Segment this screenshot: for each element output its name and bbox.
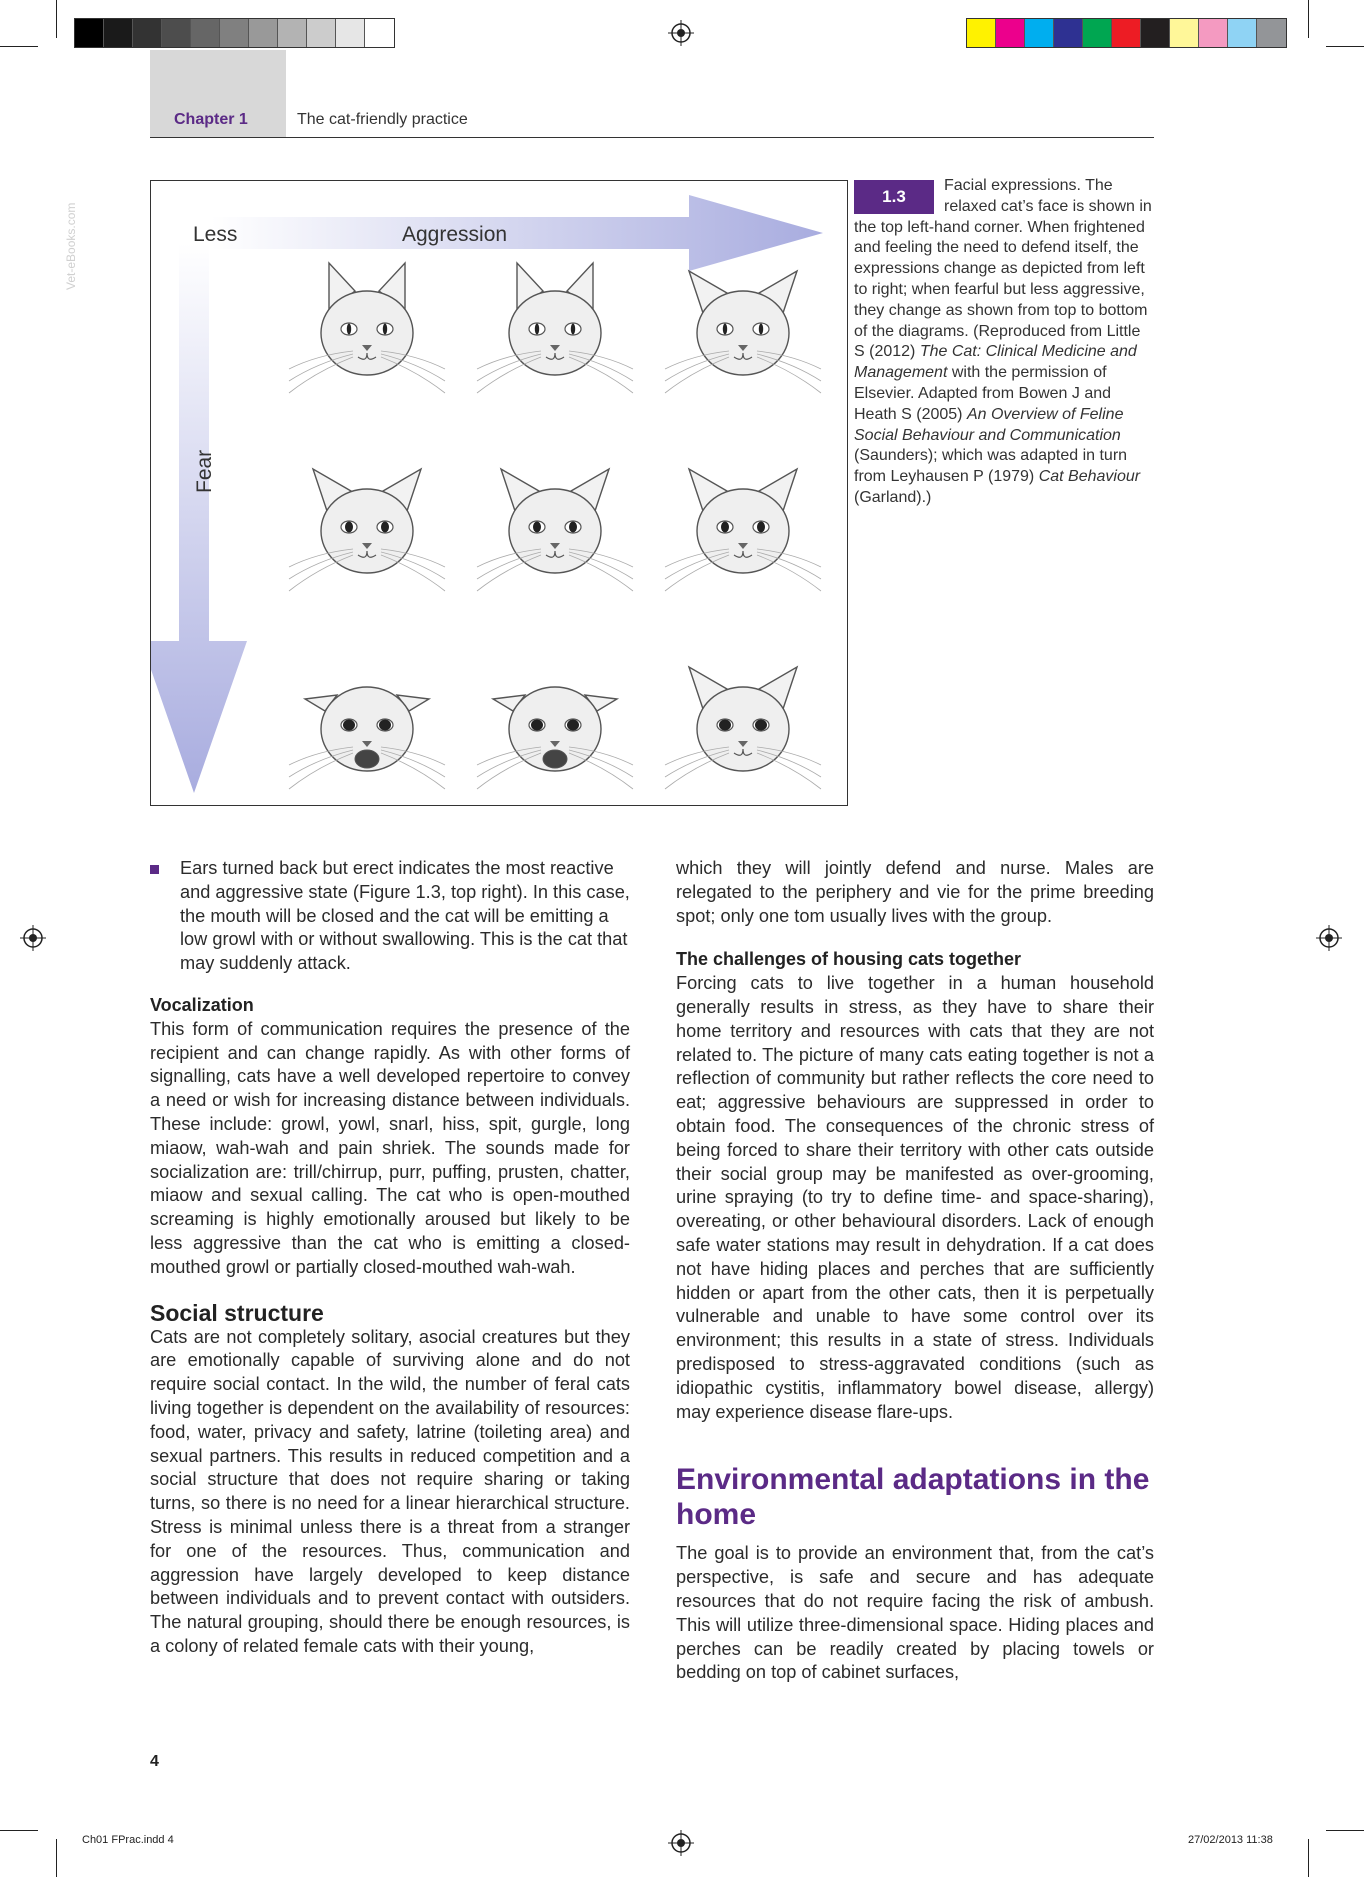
- calibration-swatch: [1257, 19, 1286, 47]
- calibration-swatch: [1228, 19, 1257, 47]
- calibration-swatch: [967, 19, 996, 47]
- social-structure-paragraph: Cats are not completely solitary, asocial creatures but they are emotionally capable of surviving alone and do not require social contact. In the wild, the number of feral cats living together is dependent on the availability of resources: food, water, privacy and safety, latrine (toileting area) and sexual partners. This results in reduced competition and a social structure that does not require sharing or taking turns, so there is no need for a linear hierarchical structure. Stress is minimal unless there is a threat from a stranger for one of the resources. Thus, communication and aggression have largely developed to keep distance between individuals and to prevent contact with outsiders. The natural grouping, should there be enough resources, is a colony of related female cats with their young,: [150, 1326, 630, 1656]
- gray-calibration-strip: [74, 18, 395, 48]
- cat-face-icon: [289, 469, 445, 591]
- cat-face-icon: [477, 687, 633, 789]
- fear-label: Fear: [193, 449, 216, 493]
- chapter-label: Chapter 1: [174, 111, 248, 128]
- calibration-swatch: [191, 19, 220, 47]
- bullet-item: [150, 857, 630, 976]
- calibration-swatch: [307, 19, 336, 47]
- registration-mark-icon: [1316, 925, 1342, 951]
- registration-mark-icon: [20, 925, 46, 951]
- bullet-square-icon: [150, 865, 159, 874]
- figure-number-badge: 1.3: [854, 180, 934, 214]
- calibration-swatch: [1054, 19, 1083, 47]
- right-column: [676, 857, 1154, 1685]
- slug-date: 27/02/2013 11:38: [1188, 1834, 1273, 1846]
- crop-mark: [1326, 1830, 1364, 1831]
- calibration-swatch: [1141, 19, 1170, 47]
- caption-text: Facial expressions. The relaxed cat’s face is shown in the top left-hand corner. When frightened and feeling the need to defend itself, the expressions change as depicted from left to right; when fearful but less aggressive, they change as shown from top to bottom of the diagrams. (Reproduced from Little S (2012) The Cat: Clinical Medicine and Management with the permission of Elsevier. Adapted from Bowen J and Heath S (2005) An Overview of Feline Social Behaviour and Communication (Saunders); which was adapted in turn from Leyhausen P (1979) Cat Behaviour (Garland).): [854, 177, 1152, 506]
- less-label: Less: [193, 223, 238, 246]
- calibration-swatch: [1083, 19, 1112, 47]
- calibration-swatch: [1112, 19, 1141, 47]
- cat-face-icon: [289, 687, 445, 789]
- environment-heading: Environmental adaptations in the home: [676, 1463, 1150, 1532]
- vocalization-heading: Vocalization: [150, 994, 254, 1015]
- figure-caption: [854, 176, 1154, 509]
- side-watermark: Vet-eBooks.com: [64, 202, 78, 290]
- page-number: 4: [150, 1753, 159, 1770]
- calibration-swatch: [75, 19, 104, 47]
- social-structure-heading: Social structure: [150, 1299, 324, 1326]
- cat-face-icon: [477, 263, 633, 393]
- calibration-swatch: [220, 19, 249, 47]
- crop-mark: [56, 1839, 57, 1877]
- calibration-swatch: [1025, 19, 1054, 47]
- cat-face-icon: [289, 263, 445, 393]
- calibration-swatch: [162, 19, 191, 47]
- calibration-swatch: [278, 19, 307, 47]
- calibration-swatch: [249, 19, 278, 47]
- crop-mark: [0, 1830, 38, 1831]
- vocalization-paragraph: This form of communication requires the presence of the recipient and can change rapidly. As with other forms of signalling, cats have a well developed repertoire to convey a need or wish for increasing distance between individuals. These include: growl, yowl, snarl, hiss, spit, gurgle, long miaow, wah-wah and pain shriek. The sounds made for socialization are: trill/chirrup, purr, puffing, prusten, chatter, miaow and sexual calling. The cat who is open-mouthed screaming is highly emotionally aroused but likely to be less aggressive than the cat who is emitting a closed-mouthed growl or partially closed-mouthed wah-wah.: [150, 1018, 630, 1277]
- challenges-paragraph: Forcing cats to live together in a human household generally results in stress, as they have to share their home territory and resources with cats that they are not related to. The picture of many cats eating together is not a reflection of community but rather reflects the core need to eat; aggressive behaviours are suppressed in order to obtain food. The consequences of the chronic stress of being forced to share their territory with other cats outside their social group may be manifested as over-grooming, urine spraying (to try to define time- and space-sharing), overeating, or other behavioural disorders. Lack of enough safe water stations may result in dehydration. If a cat does not have hiding places and perches that are sufficiently hidden or apart from the other cats, then it is perpetually vulnerable and unable to have some control over its environment; this results in a state of stress. Individuals predisposed to stress-aggravated conditions (such as idiopathic cystitis, inflammatory bowel disease, allergy) may experience disease flare-ups.: [676, 973, 1154, 1422]
- cat-face-icon: [665, 469, 821, 591]
- calibration-swatch: [104, 19, 133, 47]
- continuation-paragraph: which they will jointly defend and nurse. Males are relegated to the periphery and vie for the prime breeding spot; only one tom usually lives with the group.: [676, 858, 1154, 926]
- left-column: [150, 857, 630, 1659]
- calibration-swatch: [365, 19, 394, 47]
- slug-file: Ch01 FPrac.indd 4: [82, 1834, 174, 1846]
- calibration-swatch: [336, 19, 365, 47]
- aggression-arrow: [211, 195, 823, 271]
- crop-mark: [1308, 1839, 1309, 1877]
- calibration-swatch: [133, 19, 162, 47]
- cat-expression-diagram: [151, 181, 848, 806]
- crop-mark: [56, 0, 57, 38]
- chapter-title: The cat-friendly practice: [297, 111, 468, 128]
- color-calibration-strip: [966, 18, 1287, 48]
- crop-mark: [1308, 0, 1309, 38]
- cat-face-icon: [665, 271, 821, 393]
- crop-mark: [1326, 46, 1364, 47]
- aggression-label: Aggression: [402, 223, 508, 246]
- cat-face-icon: [665, 667, 821, 789]
- registration-mark-icon: [668, 20, 694, 46]
- challenges-heading: The challenges of housing cats together: [676, 949, 1022, 970]
- header-rule: [150, 137, 1154, 138]
- calibration-swatch: [1170, 19, 1199, 47]
- crop-mark: [0, 46, 38, 47]
- cat-face-icon: [477, 469, 633, 591]
- bullet-text: Ears turned back but erect indicates the most reactive and aggressive state (Figure 1.3, top right). In this case, the mouth will be closed and the cat will be emitting a low growl with or without swallowing. This is the cat that may suddenly attack.: [180, 858, 630, 974]
- figure-1-3: [150, 180, 848, 806]
- fear-arrow: [151, 243, 247, 793]
- registration-mark-icon: [668, 1830, 694, 1856]
- calibration-swatch: [1199, 19, 1228, 47]
- environment-paragraph: The goal is to provide an environment that, from the cat’s perspective, is safe and secure and has adequate resources that do not require facing the risk of ambush. This will utilize three-dimensional space. Hiding places and perches can be readily created by placing towels or bedding on top of cabinet surfaces,: [676, 1543, 1154, 1683]
- calibration-swatch: [996, 19, 1025, 47]
